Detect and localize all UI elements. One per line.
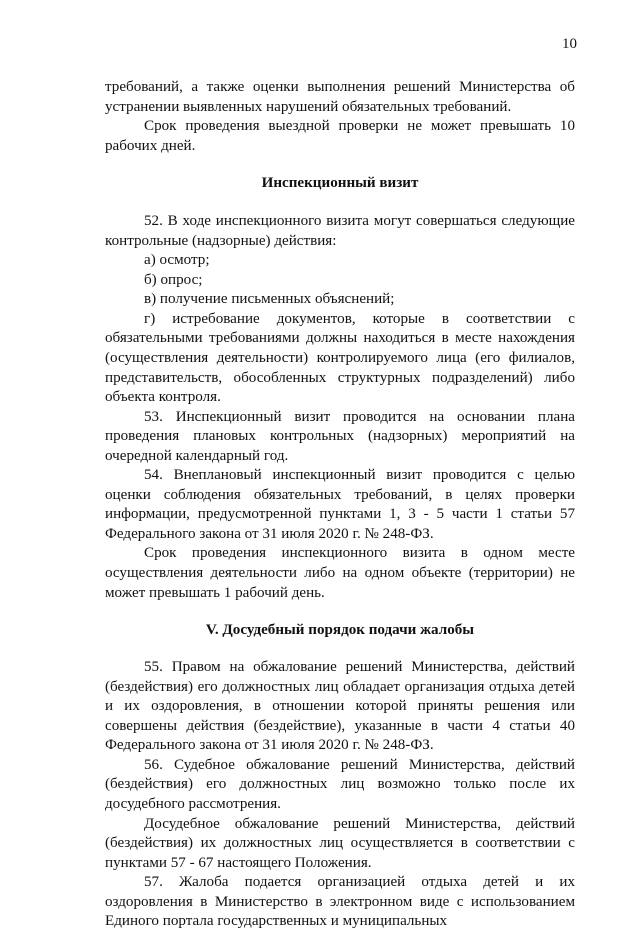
- paragraph-54-term: Срок проведения инспекционного визита в одном месте осуществления деятельности либо на одном объекте (территории) не может превышать 1 рабочий день.: [105, 545, 575, 601]
- list-item-d: г) истребование документов, которые в соответствии с обязательными требованиями должны находиться в месте нахождения (осуществления деятельности) контролируемого лица (его филиалов, представительств, обособленных структурных подразделений) либо объекта контроля.: [105, 310, 575, 406]
- paragraph-54: 54. Внеплановый инспекционный визит проводится с целью оценки соблюдения обязательных требований, в целях проверки информации, предусмотренной пунктами 1, 3 - 5 части 1 статьи 57 Федерального закона от 31 июля 2020 г. № 248-ФЗ.: [105, 467, 575, 542]
- section-heading-inspection-visit: Инспекционный визит: [261, 175, 419, 192]
- paragraph-55: 55. Правом на обжалование решений Министерства, действий (бездействия) его должностных лиц обладает организация отдыха детей и их оздоровления, в отношении которой приняты решения или совершены действия (бездействие), указанные в части 4 статьи 40 Федерального закона от 31 июля 2020 г. № 248-ФЗ.: [105, 659, 575, 754]
- list-item-b: б) опрос;: [144, 271, 203, 288]
- paragraph-53: 53. Инспекционный визит проводится на основании плана проведения плановых контрольных (надзорных) мероприятий на очередной календарный год.: [105, 408, 575, 464]
- paragraph-56: 56. Судебное обжалование решений Министерства, действий (бездействия) его должностных лиц возможно только после их досудебного рассмотрения.: [105, 756, 575, 812]
- paragraph-inspection-term: Срок проведения выездной проверки не может превышать 10 рабочих дней.: [105, 118, 575, 154]
- page-number: 10: [562, 36, 577, 52]
- paragraph-continuation: требований, а также оценки выполнения решений Министерства об устранении выявленных нарушений обязательных требований.: [105, 79, 575, 115]
- paragraph-57: 57. Жалоба подается организацией отдыха детей и их оздоровления в Министерство в электронном виде с использованием Единого портала государственных и муниципальных: [105, 874, 575, 930]
- list-item-a: а) осмотр;: [144, 252, 210, 269]
- section-heading-appeal: V. Досудебный порядок подачи жалобы: [205, 622, 475, 639]
- list-item-c: в) получение письменных объяснений;: [144, 291, 395, 308]
- paragraph-56-pretrial: Досудебное обжалование решений Министерства, действий (бездействия) их должностных лиц осуществляется в соответствии с пунктами 57 - 67 настоящего Положения.: [105, 815, 575, 871]
- paragraph-52: 52. В ходе инспекционного визита могут совершаться следующие контрольные (надзорные) действия:: [105, 213, 575, 249]
- document-body: [105, 78, 575, 932]
